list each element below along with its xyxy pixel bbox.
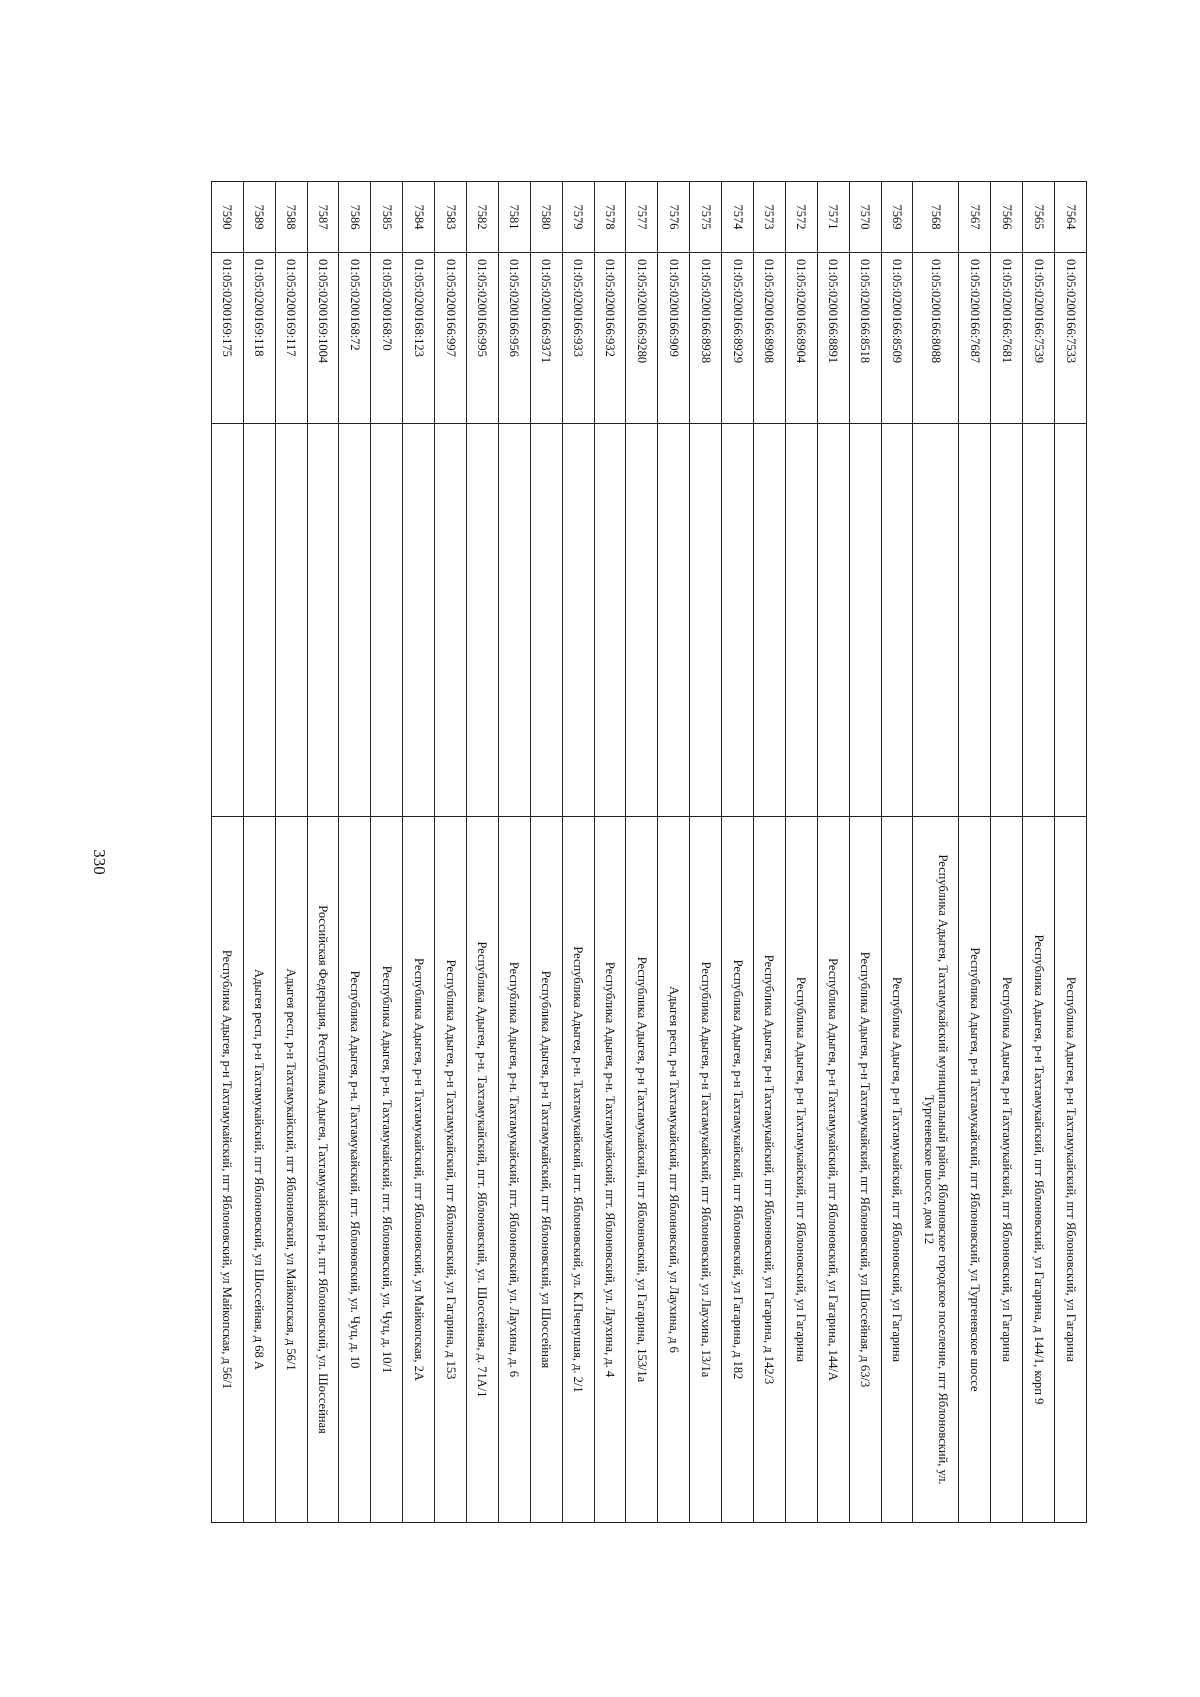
address-cell: Республика Адыгея, р-н. Тахтамукайский, пгт. Яблоновский, ул. Лаухина, д. 6 — [498, 817, 530, 1523]
table-row — [913, 182, 959, 1523]
cadastral-number-cell: 01:05:0200166:7533 — [1055, 253, 1087, 424]
cadastral-number-cell: 01:05:0200169:1004 — [307, 253, 339, 424]
row-number-cell: 7589 — [243, 182, 275, 253]
cadastral-number-cell: 01:05:0200166:7539 — [1023, 253, 1055, 424]
empty-cell — [913, 424, 959, 817]
cadastral-number-cell: 01:05:0200166:932 — [594, 253, 626, 424]
cadastral-number-cell: 01:05:0200166:9371 — [530, 253, 562, 424]
cadastral-number-cell: 01:05:0200166:8904 — [785, 253, 817, 424]
cadastral-number-cell: 01:05:0200166:8518 — [849, 253, 881, 424]
cadastral-number-cell: 01:05:0200166:8088 — [913, 253, 959, 424]
address-cell: Республика Адыгея, р-н Тахтамукайский, пгт Яблоновский, ул Гагарина, д 142/3 — [753, 817, 785, 1523]
table-row — [658, 182, 690, 1523]
empty-cell — [498, 424, 530, 817]
empty-cell — [307, 424, 339, 817]
empty-cell — [722, 424, 754, 817]
cadastral-number-cell: 01:05:0200169:118 — [243, 253, 275, 424]
row-number-cell: 7579 — [562, 182, 594, 253]
row-number-cell: 7571 — [817, 182, 849, 253]
row-number-cell: 7564 — [1055, 182, 1087, 253]
empty-cell — [211, 424, 243, 817]
cadastral-number-cell: 01:05:0200166:8929 — [722, 253, 754, 424]
address-cell: Адыгея респ, р-н Тахтамукайский, пгт Яблоновский, ул Лаухина, д 6 — [658, 817, 690, 1523]
table-row — [243, 182, 275, 1523]
row-number-cell: 7573 — [753, 182, 785, 253]
address-cell: Республика Адыгея, р-н Тахтамукайский, пгт Яблоновский, ул Гагарина, д 182 — [722, 817, 754, 1523]
address-cell: Республика Адыгея, Тахтамукайский муниципальный район, Яблоновское городское поселение, пгт Яблоновский, ул. Тургеневское шоссе, дом 12 — [913, 817, 959, 1523]
cadastral-number-cell: 01:05:0200166:9280 — [626, 253, 658, 424]
cadastral-number-cell: 01:05:0200166:7681 — [991, 253, 1023, 424]
table-row — [1055, 182, 1087, 1523]
address-cell: Республика Адыгея, р-н Тахтамукайский, пгт Яблоновский, ул Гагарина, 144/А — [817, 817, 849, 1523]
empty-cell — [435, 424, 467, 817]
row-number-cell: 7583 — [435, 182, 467, 253]
table-body — [211, 182, 1086, 1523]
address-cell: Республика Адыгея, р-н Тахтамукайский, пгт Яблоновский, ул Гагарина, 153/1а — [626, 817, 658, 1523]
row-number-cell: 7586 — [339, 182, 371, 253]
table-row — [466, 182, 498, 1523]
row-number-cell: 7577 — [626, 182, 658, 253]
table-row — [626, 182, 658, 1523]
address-cell: Республика Адыгея, р-н. Тахтамукайский, пгт. Яблоновский, ул. Лаухина, д. 4 — [594, 817, 626, 1523]
table-row — [959, 182, 991, 1523]
empty-cell — [1055, 424, 1087, 817]
empty-cell — [403, 424, 435, 817]
table-row — [991, 182, 1023, 1523]
empty-cell — [339, 424, 371, 817]
cadastral-number-cell: 01:05:0200166:997 — [435, 253, 467, 424]
table-row — [594, 182, 626, 1523]
cadastral-number-cell: 01:05:0200166:933 — [562, 253, 594, 424]
address-cell: Республика Адыгея, р-н Тахтамукайский, пгт Яблоновский, ул Шоссейная, д 63/3 — [849, 817, 881, 1523]
address-cell: Республика Адыгея, р-н. Тахтамукайский, пгт. Яблоновский, ул. К.Пченушая, д. 2/1 — [562, 817, 594, 1523]
table-row — [881, 182, 913, 1523]
address-cell: Республика Адыгея, р-н. Тахтамукайский, пгт. Яблоновский, ул. Шоссейная, д. 71А/1 — [466, 817, 498, 1523]
table-row — [1023, 182, 1055, 1523]
empty-cell — [817, 424, 849, 817]
cadastral-number-cell: 01:05:0200166:7687 — [959, 253, 991, 424]
cadastral-number-cell: 01:05:0200166:8938 — [690, 253, 722, 424]
cadastral-number-cell: 01:05:0200166:909 — [658, 253, 690, 424]
table-row — [690, 182, 722, 1523]
row-number-cell: 7582 — [466, 182, 498, 253]
table-row — [275, 182, 307, 1523]
row-number-cell: 7587 — [307, 182, 339, 253]
address-cell: Республика Адыгея, р-н Тахтамукайский, пгт Яблоновский, ул Шоссейная — [530, 817, 562, 1523]
cadastral-number-cell: 01:05:0200168:72 — [339, 253, 371, 424]
table-row — [307, 182, 339, 1523]
empty-cell — [530, 424, 562, 817]
row-number-cell: 7580 — [530, 182, 562, 253]
cadastral-number-cell: 01:05:0200166:956 — [498, 253, 530, 424]
address-cell: Республика Адыгея, р-н Тахтамукайский, пгт Яблоновский, ул Гагарина — [785, 817, 817, 1523]
cadastral-number-cell: 01:05:0200169:117 — [275, 253, 307, 424]
table-row — [722, 182, 754, 1523]
row-number-cell: 7572 — [785, 182, 817, 253]
address-cell: Российская Федерация, Республика Адыгея, Тахтамукайский р-н, пгт Яблоновский, ул. Шоссейная — [307, 817, 339, 1523]
table-row — [339, 182, 371, 1523]
row-number-cell: 7565 — [1023, 182, 1055, 253]
cadastral-number-cell: 01:05:0200168:123 — [403, 253, 435, 424]
page-number: 330 — [90, 849, 109, 875]
table-row — [435, 182, 467, 1523]
cadastral-number-cell: 01:05:0200166:995 — [466, 253, 498, 424]
row-number-cell: 7581 — [498, 182, 530, 253]
row-number-cell: 7584 — [403, 182, 435, 253]
empty-cell — [658, 424, 690, 817]
table-row — [403, 182, 435, 1523]
row-number-cell: 7585 — [371, 182, 403, 253]
empty-cell — [594, 424, 626, 817]
table-row — [562, 182, 594, 1523]
cadastral-number-cell: 01:05:0200166:8908 — [753, 253, 785, 424]
table-row — [753, 182, 785, 1523]
cadastral-number-cell: 01:05:0200166:8509 — [881, 253, 913, 424]
address-cell: Республика Адыгея, р-н Тахтамукайский, пгт Яблоновский, ул Майкопская, д 56/1 — [211, 817, 243, 1523]
cadastral-number-cell: 01:05:0200166:8891 — [817, 253, 849, 424]
table-row — [371, 182, 403, 1523]
address-cell: Республика Адыгея, р-н Тахтамукайский, пгт Яблоновский, ул Майкопская, 2А — [403, 817, 435, 1523]
table-row — [849, 182, 881, 1523]
empty-cell — [371, 424, 403, 817]
row-number-cell: 7570 — [849, 182, 881, 253]
empty-cell — [785, 424, 817, 817]
address-cell: Республика Адыгея, р-н Тахтамукайский, пгт Яблоновский, ул Гагарина — [991, 817, 1023, 1523]
address-cell: Адыгея респ, р-н Тахтамукайский, пгт Яблоновский, ул Шоссейная, д 68 А — [243, 817, 275, 1523]
row-number-cell: 7566 — [991, 182, 1023, 253]
empty-cell — [626, 424, 658, 817]
address-cell: Адыгея респ, р-н Тахтамукайский, пгт Яблоновский, ул Майкопская, д 56/1 — [275, 817, 307, 1523]
table-row — [530, 182, 562, 1523]
row-number-cell: 7569 — [881, 182, 913, 253]
empty-cell — [243, 424, 275, 817]
address-cell: Республика Адыгея, р-н Тахтамукайский, пгт Яблоновский, ул Лаухина, 13/1а — [690, 817, 722, 1523]
empty-cell — [959, 424, 991, 817]
address-cell: Республика Адыгея, р-н. Тахтамукайский, пгт. Яблоновский, ул. Чуц, д. 10 — [339, 817, 371, 1523]
address-cell: Республика Адыгея, р-н Тахтамукайский, пгт Яблоновский, ул Тургеневское шоссе — [959, 817, 991, 1523]
address-cell: Республика Адыгея, р-н Тахтамукайский, пгт Яблоновский, ул Гагарина, д 144/1, корп 9 — [1023, 817, 1055, 1523]
cadastral-number-cell: 01:05:0200168:70 — [371, 253, 403, 424]
cadastral-number-cell: 01:05:0200169:175 — [211, 253, 243, 424]
empty-cell — [881, 424, 913, 817]
table-row — [211, 182, 243, 1523]
address-cell: Республика Адыгея, р-н Тахтамукайский, пгт Яблоновский, ул Гагарина — [1055, 817, 1087, 1523]
row-number-cell: 7588 — [275, 182, 307, 253]
empty-cell — [1023, 424, 1055, 817]
table-row — [498, 182, 530, 1523]
row-number-cell: 7590 — [211, 182, 243, 253]
row-number-cell: 7578 — [594, 182, 626, 253]
row-number-cell: 7568 — [913, 182, 959, 253]
empty-cell — [753, 424, 785, 817]
empty-cell — [562, 424, 594, 817]
row-number-cell: 7574 — [722, 182, 754, 253]
empty-cell — [991, 424, 1023, 817]
address-cell: Республика Адыгея, р-н Тахтамукайский, пгт Яблоновский, ул Гагарина — [881, 817, 913, 1523]
cadastral-table — [211, 181, 1087, 1523]
empty-cell — [466, 424, 498, 817]
row-number-cell: 7576 — [658, 182, 690, 253]
table-row — [785, 182, 817, 1523]
address-cell: Республика Адыгея, р-н Тахтамукайский, пгт Яблоновский, ул Гагарина, д 153 — [435, 817, 467, 1523]
table-row — [817, 182, 849, 1523]
empty-cell — [849, 424, 881, 817]
rotated-table-container — [178, 181, 1087, 1523]
row-number-cell: 7575 — [690, 182, 722, 253]
empty-cell — [275, 424, 307, 817]
row-number-cell: 7567 — [959, 182, 991, 253]
address-cell: Республика Адыгея, р-н. Тахтамукайский, пгт. Яблоновский, ул. Чуц, д. 10/1 — [371, 817, 403, 1523]
empty-cell — [690, 424, 722, 817]
